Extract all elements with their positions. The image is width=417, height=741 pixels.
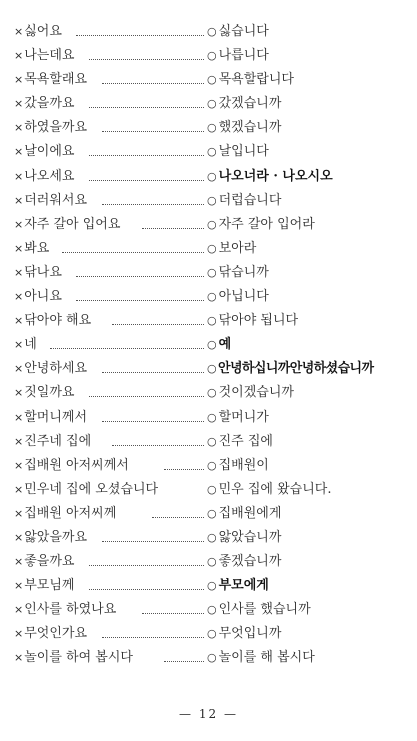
- correct-expression: [207, 550, 281, 574]
- x-mark-icon: ×: [14, 241, 24, 255]
- list-item: [14, 478, 409, 502]
- list-item: [14, 622, 409, 646]
- circle-mark-icon: ○: [207, 121, 217, 135]
- incorrect-expression: [14, 165, 74, 189]
- x-mark-icon: ×: [14, 145, 24, 159]
- circle-mark-icon: ○: [207, 338, 217, 352]
- incorrect-text: 목욕할래요: [24, 72, 88, 88]
- circle-mark-icon: ○: [207, 482, 217, 496]
- incorrect-expression: [14, 44, 74, 68]
- circle-mark-icon: ○: [207, 241, 217, 255]
- circle-mark-icon: ○: [207, 386, 217, 400]
- x-mark-icon: ×: [14, 482, 24, 496]
- incorrect-text: 봐요: [24, 240, 50, 256]
- correct-expression: [207, 406, 269, 430]
- correct-expression: [207, 598, 311, 622]
- leader-dots: [89, 180, 204, 181]
- correct-expression: [207, 574, 269, 598]
- list-item: [14, 526, 409, 550]
- incorrect-expression: [14, 598, 116, 622]
- leader-dots: [102, 204, 204, 205]
- correct-expression: [207, 333, 231, 357]
- incorrect-text: 더러워서요: [24, 192, 88, 208]
- circle-mark-icon: ○: [207, 579, 217, 593]
- correct-expression: [207, 116, 281, 140]
- circle-mark-icon: ○: [207, 410, 217, 424]
- x-mark-icon: ×: [14, 386, 24, 400]
- list-item: [14, 309, 409, 333]
- incorrect-text: 인사를 하였나요: [24, 602, 117, 618]
- correct-expression: [207, 309, 298, 333]
- correct-expression: [207, 237, 256, 261]
- x-mark-icon: ×: [14, 579, 24, 593]
- correct-text: 날입니다: [218, 144, 269, 160]
- x-mark-icon: ×: [14, 217, 24, 231]
- incorrect-expression: [14, 285, 62, 309]
- x-mark-icon: ×: [14, 627, 24, 641]
- leader-dots: [102, 637, 204, 638]
- correct-expression: [207, 381, 294, 405]
- leader-dots: [89, 565, 204, 566]
- incorrect-expression: [14, 574, 74, 598]
- list-item: [14, 165, 409, 189]
- correct-text: 닦습니까: [218, 264, 269, 280]
- incorrect-expression: [14, 357, 87, 381]
- list-item: [14, 44, 409, 68]
- correct-text: 놀이를 해 봅시다: [218, 650, 315, 666]
- circle-mark-icon: ○: [207, 193, 217, 207]
- circle-mark-icon: ○: [207, 49, 217, 63]
- correct-text: 목욕할랍니다: [218, 72, 294, 88]
- incorrect-text: 무엇인가요: [24, 626, 88, 642]
- correct-text: 집배원에게: [218, 505, 282, 521]
- incorrect-text: 좋을까요: [24, 554, 75, 570]
- x-mark-icon: ×: [14, 49, 24, 63]
- correct-text: 것이겠습니까: [218, 385, 294, 401]
- incorrect-expression: [14, 237, 49, 261]
- list-item: [14, 92, 409, 116]
- x-mark-icon: ×: [14, 555, 24, 569]
- incorrect-text: 안녕하세요: [24, 361, 88, 377]
- correct-expression: [207, 213, 315, 237]
- x-mark-icon: ×: [14, 530, 24, 544]
- incorrect-expression: [14, 333, 37, 357]
- circle-mark-icon: ○: [207, 290, 217, 304]
- incorrect-text: 날이에요: [24, 144, 75, 160]
- incorrect-text: 짓일까요: [24, 385, 75, 401]
- incorrect-expression: [14, 92, 74, 116]
- incorrect-text: 하였을까요: [24, 120, 88, 136]
- list-item: [14, 406, 409, 430]
- correct-text: 닦아야 됩니다: [218, 313, 299, 329]
- leader-dots: [152, 517, 204, 518]
- incorrect-text: 싫어요: [24, 24, 62, 39]
- correct-expression: [207, 285, 269, 309]
- leader-dots: [89, 155, 204, 156]
- correct-text: 나릅니다: [218, 48, 269, 64]
- circle-mark-icon: ○: [207, 73, 217, 87]
- list-item: [14, 333, 409, 357]
- correct-expression: [207, 526, 281, 550]
- x-mark-icon: ×: [14, 338, 24, 352]
- x-mark-icon: ×: [14, 362, 24, 376]
- list-item: [14, 357, 409, 381]
- circle-mark-icon: ○: [207, 627, 217, 641]
- list-item: [14, 430, 409, 454]
- incorrect-text: 네: [24, 337, 37, 353]
- leader-dots: [164, 469, 204, 470]
- correct-text: 앓았습니까: [218, 529, 282, 545]
- incorrect-expression: [14, 309, 91, 333]
- leader-dots: [102, 541, 204, 542]
- correct-text: 나오너라 · 나오시오: [218, 168, 333, 184]
- incorrect-text: 닦나요: [24, 264, 62, 280]
- list-item: [14, 550, 409, 574]
- circle-mark-icon: ○: [207, 25, 217, 38]
- list-item: [14, 189, 409, 213]
- x-mark-icon: ×: [14, 121, 24, 135]
- x-mark-icon: ×: [14, 169, 24, 183]
- correct-expression: [207, 165, 333, 189]
- leader-dots: [102, 421, 204, 422]
- incorrect-expression: [14, 213, 120, 237]
- correct-text: 자주 갈아 입어라: [218, 216, 315, 232]
- list-item: [14, 213, 409, 237]
- correct-text: 보아라: [218, 240, 257, 256]
- x-mark-icon: ×: [14, 193, 24, 207]
- list-item: [14, 261, 409, 285]
- correct-text: 더럽습니다: [218, 192, 282, 208]
- leader-dots: [112, 445, 204, 446]
- incorrect-expression: [14, 430, 91, 454]
- x-mark-icon: ×: [14, 97, 24, 111]
- list-item: [14, 574, 409, 598]
- incorrect-expression: [14, 381, 74, 405]
- leader-dots: [164, 661, 204, 662]
- leader-dots: [89, 59, 204, 60]
- correct-expression: [207, 68, 294, 92]
- circle-mark-icon: ○: [207, 97, 217, 111]
- x-mark-icon: ×: [14, 265, 24, 279]
- incorrect-expression: [14, 502, 116, 526]
- incorrect-expression: [14, 116, 87, 140]
- correct-text: 아닙니다: [218, 289, 269, 305]
- incorrect-expression: [14, 140, 74, 164]
- incorrect-text: 나는데요: [24, 48, 75, 64]
- circle-mark-icon: ○: [207, 530, 217, 544]
- circle-mark-icon: ○: [207, 362, 216, 376]
- circle-mark-icon: ○: [207, 434, 217, 448]
- leader-dots: [102, 372, 204, 373]
- correct-text: 했겠습니까: [218, 120, 282, 136]
- x-mark-icon: ×: [14, 458, 24, 472]
- correct-text: 갔겠습니까: [218, 96, 282, 112]
- correct-expression: [207, 140, 269, 164]
- correct-expression: [207, 478, 331, 502]
- x-mark-icon: ×: [14, 73, 24, 87]
- list-item: [14, 285, 409, 309]
- circle-mark-icon: ○: [207, 555, 217, 569]
- circle-mark-icon: ○: [207, 506, 217, 520]
- correct-text: 할머니가: [218, 409, 269, 425]
- correct-expression: [207, 622, 281, 646]
- leader-dots: [112, 324, 204, 325]
- list-item: [14, 116, 409, 140]
- leader-dots: [142, 228, 204, 229]
- correct-text: 민우 집에 왔습니다.: [218, 481, 332, 497]
- circle-mark-icon: ○: [207, 314, 217, 328]
- correct-text: 좋겠습니까: [218, 554, 282, 570]
- incorrect-expression: [14, 406, 87, 430]
- list-item: [14, 454, 409, 478]
- incorrect-expression: [14, 526, 87, 550]
- leader-dots: [76, 300, 204, 301]
- correct-expression: [207, 357, 373, 381]
- incorrect-expression: [14, 454, 129, 478]
- correct-text: 부모에게: [218, 578, 269, 594]
- correct-text: 집배원이: [218, 457, 269, 473]
- list-item: [14, 502, 409, 526]
- incorrect-text: 나오세요: [24, 168, 75, 184]
- correct-expression: [207, 44, 269, 68]
- incorrect-expression: [14, 622, 87, 646]
- list-item: [14, 140, 409, 164]
- incorrect-expression: [14, 550, 74, 574]
- correct-expression: [207, 646, 315, 670]
- circle-mark-icon: ○: [207, 145, 217, 159]
- circle-mark-icon: ○: [207, 458, 217, 472]
- x-mark-icon: ×: [14, 290, 24, 304]
- incorrect-expression: [14, 20, 62, 44]
- incorrect-text: 자주 갈아 입어요: [24, 216, 121, 232]
- leader-dots: [76, 35, 204, 36]
- x-mark-icon: ×: [14, 603, 24, 617]
- leader-dots: [62, 252, 204, 253]
- incorrect-expression: [14, 261, 62, 285]
- page-number: — 12 —: [179, 707, 238, 721]
- list-item: [14, 68, 409, 92]
- circle-mark-icon: ○: [207, 265, 217, 279]
- correct-expression: [207, 261, 269, 285]
- circle-mark-icon: ○: [207, 651, 217, 665]
- x-mark-icon: ×: [14, 651, 24, 665]
- leader-dots: [89, 589, 204, 590]
- correct-text: 싫습니다: [218, 24, 269, 39]
- incorrect-text: 아니요: [24, 289, 62, 305]
- leader-dots: [89, 396, 204, 397]
- correct-expression: [207, 430, 273, 454]
- correct-text: 예: [218, 337, 232, 353]
- leader-dots: [142, 613, 204, 614]
- leader-dots: [76, 276, 204, 277]
- incorrect-expression: [14, 478, 158, 502]
- x-mark-icon: ×: [14, 506, 24, 520]
- correct-expression: [207, 189, 281, 213]
- x-mark-icon: ×: [14, 410, 24, 424]
- correct-text: 무엇입니까: [218, 626, 282, 642]
- incorrect-text: 진주네 집에: [24, 433, 92, 449]
- incorrect-text: 할머니께서: [24, 409, 88, 425]
- incorrect-text: 갔을까요: [24, 96, 75, 112]
- correction-list: [14, 20, 409, 671]
- correct-expression: [207, 92, 281, 116]
- correct-text: 인사를 했습니까: [218, 602, 311, 618]
- incorrect-text: 놀이를 하여 봅시다: [24, 650, 133, 666]
- correct-text: 진주 집에: [218, 433, 273, 449]
- x-mark-icon: ×: [14, 434, 24, 448]
- list-item: [14, 381, 409, 405]
- x-mark-icon: ×: [14, 314, 24, 328]
- list-item: [14, 20, 409, 44]
- incorrect-text: 앓았을까요: [24, 529, 88, 545]
- leader-dots: [50, 348, 204, 349]
- list-item: [14, 646, 409, 670]
- incorrect-text: 집배원 아저씨께서: [24, 457, 129, 473]
- incorrect-expression: [14, 189, 87, 213]
- correct-expression: [207, 454, 269, 478]
- list-item: [14, 237, 409, 261]
- incorrect-text: 부모님께: [24, 578, 75, 594]
- correct-expression: [207, 502, 281, 526]
- circle-mark-icon: ○: [207, 217, 217, 231]
- leader-dots: [102, 131, 204, 132]
- leader-dots: [102, 83, 204, 84]
- incorrect-text: 집배원 아저씨께: [24, 505, 117, 521]
- list-item: [14, 598, 409, 622]
- circle-mark-icon: ○: [207, 603, 217, 617]
- incorrect-expression: [14, 646, 133, 670]
- x-mark-icon: ×: [14, 25, 24, 38]
- incorrect-text: 닦아야 해요: [24, 313, 92, 329]
- circle-mark-icon: ○: [207, 169, 217, 183]
- correct-expression: [207, 20, 269, 44]
- incorrect-text: 민우네 집에 오셨습니다: [24, 481, 159, 497]
- correct-text: 안녕하십니까안녕하셨습니까: [218, 361, 374, 377]
- incorrect-expression: [14, 68, 87, 92]
- leader-dots: [89, 107, 204, 108]
